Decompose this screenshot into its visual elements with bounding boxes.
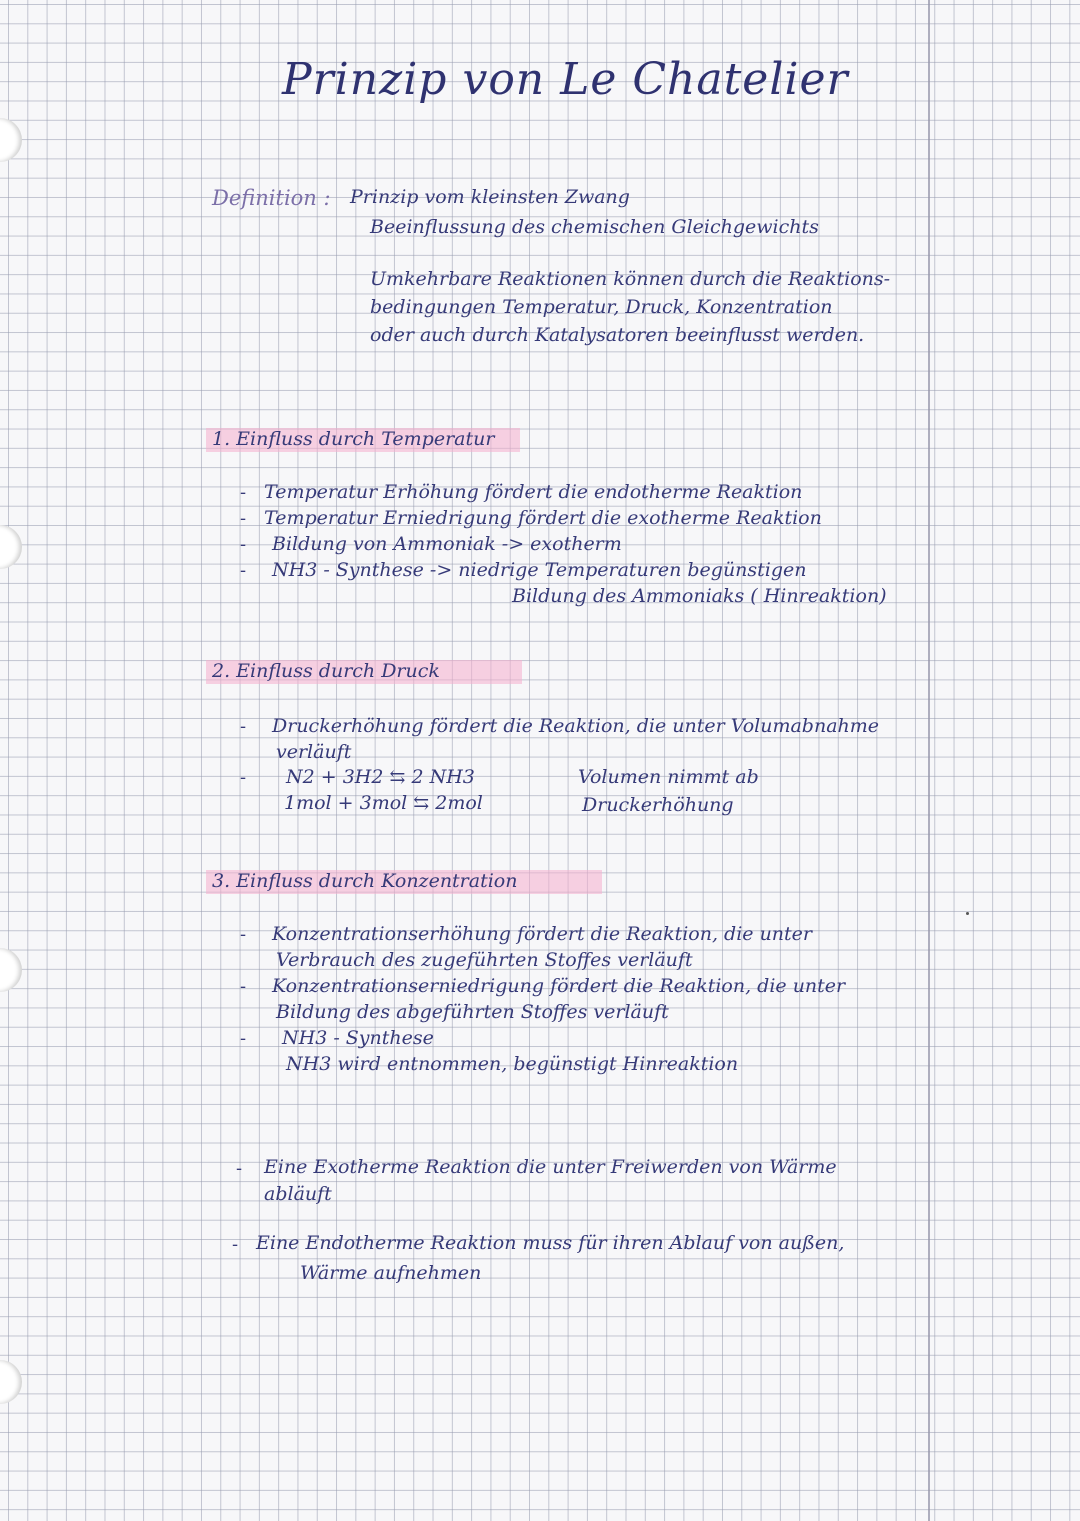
section-1-heading: 1. Einfluss durch Temperatur [212,428,495,450]
margin-line [928,0,930,1521]
definition-line-1: Prinzip vom kleinsten Zwang [350,186,630,208]
note-pressure: Druckerhöhung [582,794,734,816]
equation-2: 1mol + 3mol ⇆ 2mol [284,792,483,814]
bullet-dash: - [240,1028,247,1049]
bullet-dash: - [240,482,247,503]
note-endotherm: Eine Endotherme Reaktion muss für ihren Ablauf von außen, [256,1232,845,1254]
page-title: Prinzip von Le Chatelier [282,54,849,105]
bullet-dash: - [240,508,247,529]
section-3-heading: 3. Einfluss durch Konzentration [212,870,518,892]
section-3-item-1: Konzentrationserhöhung fördert die Reaktion, die unter [272,923,813,945]
bullet-dash: - [240,767,247,788]
bullet-dash: - [240,976,247,997]
punch-hole [0,948,22,992]
note-volume: Volumen nimmt ab [578,766,759,788]
section-1-item-3: Bildung von Ammoniak -> exotherm [272,533,622,555]
section-2-item-1-cont: verläuft [276,741,352,763]
definition-text-1: Umkehrbare Reaktionen können durch die Reaktions- [370,268,891,290]
punch-hole [0,1360,22,1404]
section-3-item-2-cont: Bildung des abgeführten Stoffes verläuft [276,1001,669,1023]
bullet-dash: - [240,924,247,945]
section-2-heading: 2. Einfluss durch Druck [212,660,440,682]
section-3-item-1-cont: Verbrauch des zugeführten Stoffes verläuft [276,949,693,971]
definition-line-2: Beeinflussung des chemischen Gleichgewichts [370,216,819,238]
bullet-dash: - [232,1234,239,1255]
punch-hole [0,118,22,162]
section-2-item-1: Druckerhöhung fördert die Reaktion, die unter Volumabnahme [272,715,880,737]
section-1-item-4: NH3 - Synthese -> niedrige Temperaturen begünstigen [272,559,807,581]
note-exotherm-cont: abläuft [264,1183,332,1205]
bullet-dash: - [240,560,247,581]
section-1-item-2: Temperatur Erniedrigung fördert die exotherme Reaktion [264,507,822,529]
speck [966,912,969,915]
bullet-dash: - [240,534,247,555]
definition-text-2: bedingungen Temperatur, Druck, Konzentration [370,296,833,318]
section-3-item-3: NH3 - Synthese [282,1027,434,1049]
section-3-item-3-cont: NH3 wird entnommen, begünstigt Hinreaktion [286,1053,739,1075]
note-endotherm-cont: Wärme aufnehmen [300,1262,482,1284]
bullet-dash: - [240,716,247,737]
section-1-item-1: Temperatur Erhöhung fördert die endotherme Reaktion [264,481,803,503]
punch-hole [0,525,22,569]
note-exotherm: Eine Exotherme Reaktion die unter Freiwerden von Wärme [264,1156,837,1178]
section-3-item-2: Konzentrationserniedrigung fördert die Reaktion, die unter [272,975,846,997]
section-1-item-4-cont: Bildung des Ammoniaks ( Hinreaktion) [512,585,887,607]
bullet-dash: - [236,1158,243,1179]
definition-text-3: oder auch durch Katalysatoren beeinflusst werden. [370,324,865,346]
definition-label: Definition : [212,186,331,210]
equation-1: N2 + 3H2 ⇆ 2 NH3 [286,766,475,788]
